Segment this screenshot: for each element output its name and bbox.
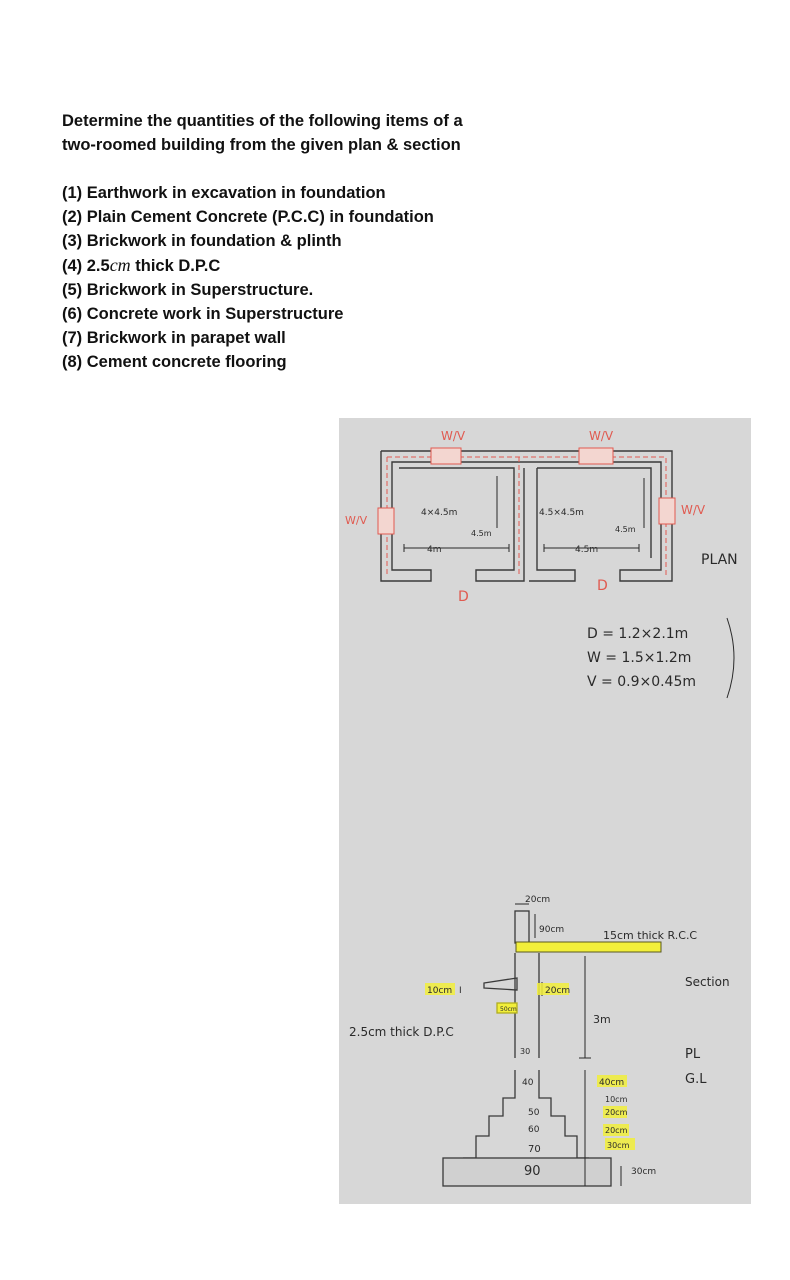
room1-size: 4×4.5m [421,508,458,518]
item-3: (3) Brickwork in foundation & plinth [62,232,342,250]
wall-lines [515,953,539,1058]
spec-door: D = 1.2×2.1m [587,626,689,642]
lintel-gap: 20cm [545,986,571,996]
foundation-steps-right [539,1070,589,1158]
plan-wv-left: W/V [345,514,368,527]
depth-4: 20cm [605,1126,628,1135]
lintel-label: 10cm [427,986,453,996]
item-5: (5) Brickwork in Superstructure. [62,281,314,299]
plan-wv-right: W/V [681,503,706,517]
foundation-steps-left [463,1070,515,1158]
item-4-suffix: thick D.P.C [130,257,221,275]
rcc-slab [516,942,661,952]
wall-thickness: 30 [520,1047,531,1056]
step4-width: 70 [528,1144,541,1155]
items-list [62,181,582,374]
room1-walls [399,468,524,581]
item-2: (2) Plain Cement Concrete (P.C.C) in foundation [62,208,434,226]
item-4-unit: cm [109,255,131,275]
plan-openings [378,448,675,534]
parapet-width: 20cm [525,895,551,905]
lintel-mark: I [459,986,462,996]
plan-wv-top-right: W/V [589,429,614,443]
room2-depth: 4.5m [615,525,636,534]
plinth-label: PL [685,1047,701,1062]
item-4 [62,253,582,278]
step2-width: 50 [528,1108,540,1118]
step1-width: 40 [522,1078,534,1088]
drawing-photo [339,418,751,1204]
depth-3: 20cm [605,1108,628,1117]
room1-width: 4m [427,545,442,555]
drawing-svg [339,418,751,1204]
plan-wv-top-left: W/V [441,429,466,443]
pcc-thickness: 30cm [631,1167,657,1177]
item-4-prefix: (4) 2.5 [62,257,110,275]
room1-depth: 4.5m [471,529,492,538]
lintel-bearing: 50cm [500,1006,517,1013]
depth-1: 40cm [599,1078,625,1088]
spec-vent: V = 0.9×0.45m [587,674,697,690]
item-1: (1) Earthwork in excavation in foundation [62,184,386,202]
question-text [62,109,582,374]
spec-brace [727,618,734,698]
plan-label: PLAN [701,552,738,568]
parapet-wall [515,911,529,943]
depth-2: 10cm [605,1095,628,1104]
item-6: (6) Concrete work in Superstructure [62,305,344,323]
lintel [484,978,517,990]
parapet-height: 90cm [539,925,565,935]
ground-label: G.L [685,1072,707,1087]
room2-left-wall [529,468,575,581]
rcc-label: 15cm thick R.C.C [603,929,698,942]
pcc-width: 90 [524,1164,541,1179]
dpc-label: 2.5cm thick D.P.C [349,1025,454,1039]
section-label: Section [685,975,730,989]
door2-label: D [597,578,608,594]
door1-label: D [458,589,469,605]
spec-window: W = 1.5×1.2m [587,650,692,666]
depth-5: 30cm [607,1141,630,1150]
question-title-line-2: two-roomed building from the given plan & section [62,136,461,154]
wall-height: 3m [593,1013,611,1026]
item-8: (8) Cement concrete flooring [62,353,287,371]
step3-width: 60 [528,1125,540,1135]
room2-size: 4.5×4.5m [539,508,584,518]
room2-width: 4.5m [575,545,599,555]
question-title-line-1: Determine the quantities of the following items of a [62,112,463,130]
item-7: (7) Brickwork in parapet wall [62,329,286,347]
